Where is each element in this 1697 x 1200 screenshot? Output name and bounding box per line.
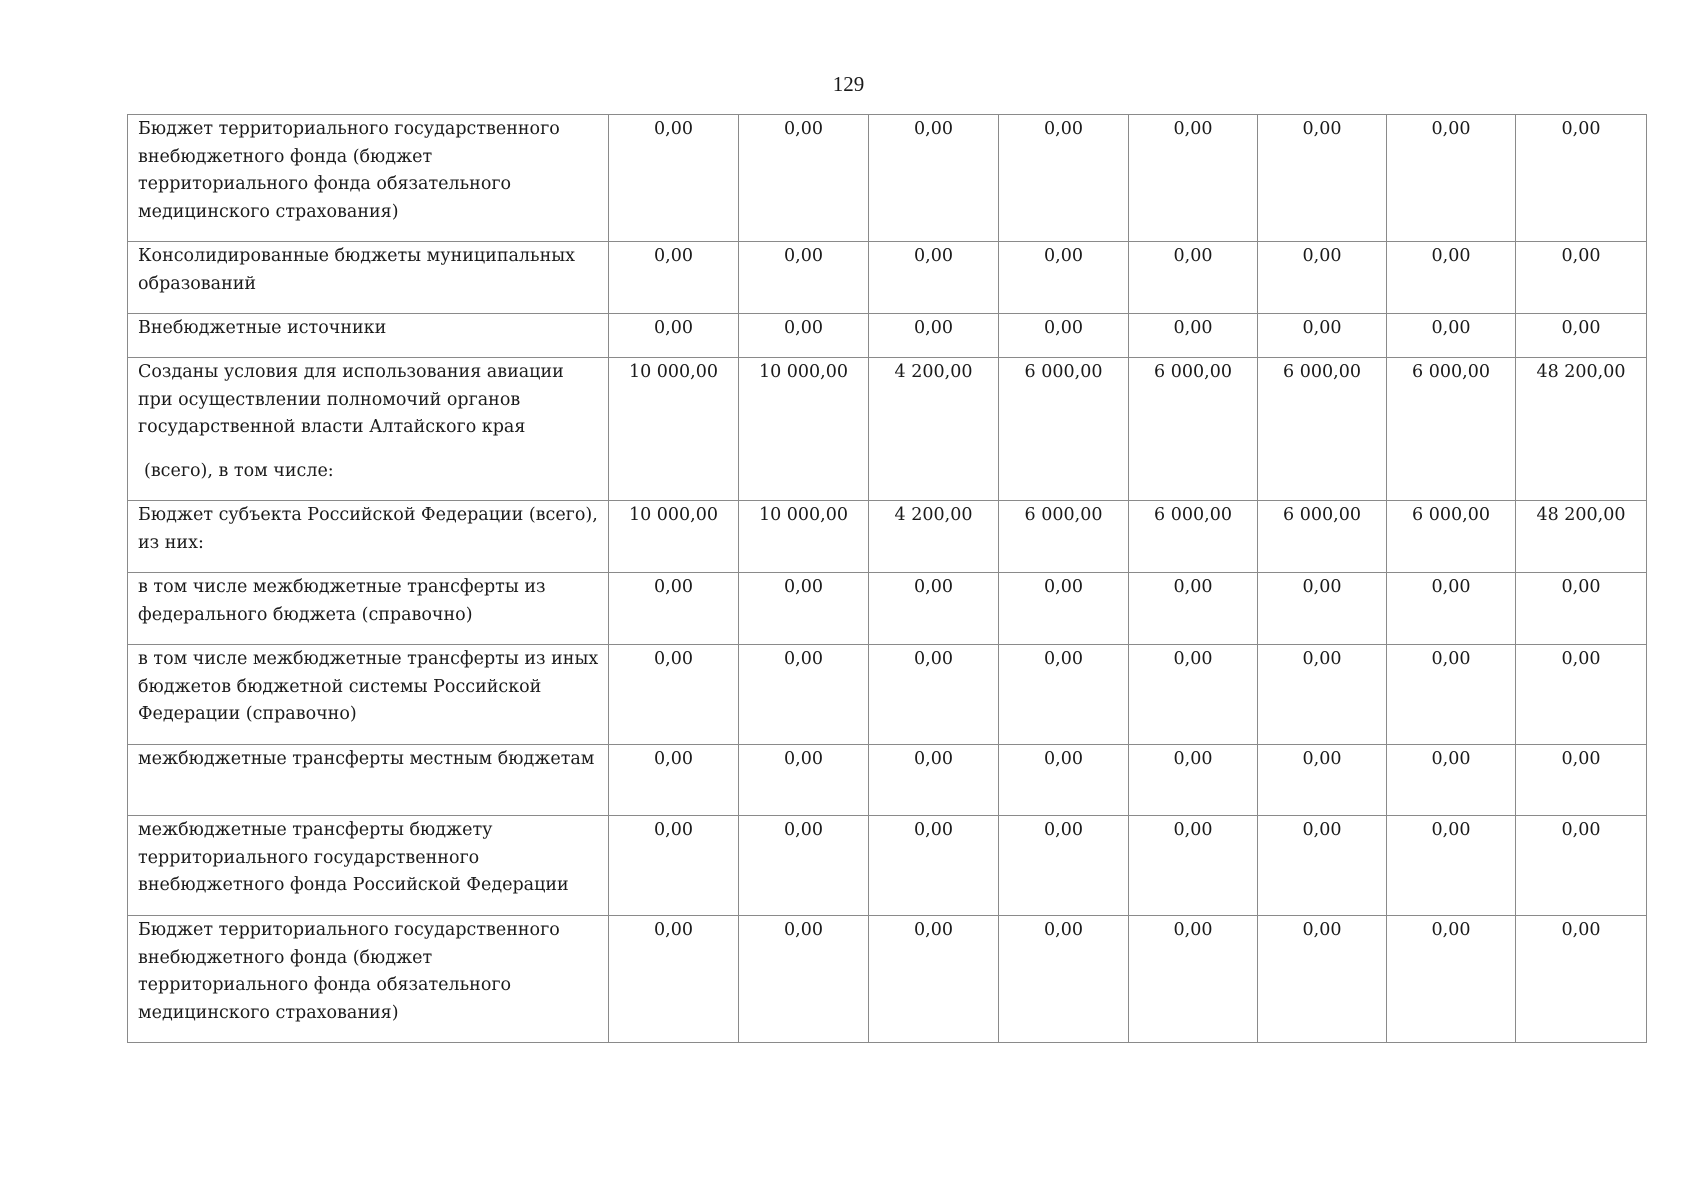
value-cell: 0,00 xyxy=(609,573,739,645)
value-cell: 0,00 xyxy=(1129,242,1258,314)
value-cell: 0,00 xyxy=(869,916,999,1043)
value-cell: 10 000,00 xyxy=(609,501,739,573)
value-cell: 0,00 xyxy=(1516,816,1647,916)
value-cell: 48 200,00 xyxy=(1516,501,1647,573)
value-cell: 0,00 xyxy=(869,115,999,242)
value-cell: 0,00 xyxy=(1129,916,1258,1043)
value-cell: 0,00 xyxy=(869,645,999,745)
value-cell: 0,00 xyxy=(739,115,869,242)
value-cell: 0,00 xyxy=(1129,745,1258,816)
value-cell: 0,00 xyxy=(999,242,1129,314)
value-cell: 0,00 xyxy=(1258,573,1387,645)
value-cell: 0,00 xyxy=(1129,314,1258,358)
value-cell: 0,00 xyxy=(869,242,999,314)
value-cell: 0,00 xyxy=(1129,573,1258,645)
value-cell: 6 000,00 xyxy=(1129,358,1258,501)
table-row xyxy=(128,573,1647,645)
value-cell: 0,00 xyxy=(739,314,869,358)
value-cell: 10 000,00 xyxy=(609,358,739,501)
value-cell: 10 000,00 xyxy=(739,501,869,573)
value-cell: 0,00 xyxy=(1258,242,1387,314)
value-cell: 6 000,00 xyxy=(999,358,1129,501)
table-row xyxy=(128,916,1647,1043)
value-cell: 0,00 xyxy=(609,816,739,916)
table-row xyxy=(128,115,1647,242)
value-cell: 0,00 xyxy=(609,242,739,314)
table-row xyxy=(128,242,1647,314)
row-label: в том числе межбюджетные трансферты из иных бюджетов бюджетной системы Российской Федерации (справочно) xyxy=(128,645,609,745)
value-cell: 0,00 xyxy=(1387,314,1516,358)
value-cell: 0,00 xyxy=(1258,645,1387,745)
value-cell: 0,00 xyxy=(1258,115,1387,242)
row-label: Бюджет территориального государственного внебюджетного фонда (бюджет территориального фонда обязательного медицинского страхования) xyxy=(128,115,609,242)
value-cell: 0,00 xyxy=(1516,745,1647,816)
value-cell: 0,00 xyxy=(869,314,999,358)
value-cell: 6 000,00 xyxy=(1258,501,1387,573)
table-row xyxy=(128,501,1647,573)
value-cell: 0,00 xyxy=(1387,816,1516,916)
value-cell: 0,00 xyxy=(869,573,999,645)
value-cell: 0,00 xyxy=(999,916,1129,1043)
table-row xyxy=(128,745,1647,816)
value-cell: 0,00 xyxy=(1129,816,1258,916)
value-cell: 0,00 xyxy=(609,645,739,745)
value-cell: 6 000,00 xyxy=(999,501,1129,573)
value-cell: 0,00 xyxy=(1516,916,1647,1043)
value-cell: 6 000,00 xyxy=(1387,358,1516,501)
value-cell: 0,00 xyxy=(739,916,869,1043)
row-label: межбюджетные трансферты местным бюджетам xyxy=(128,745,609,816)
row-label: Созданы условия для использования авиации при осуществлении полномочий органов государственной власти Алтайского края (всего), в том числе: xyxy=(128,358,609,501)
table-row xyxy=(128,645,1647,745)
value-cell: 0,00 xyxy=(739,573,869,645)
value-cell: 0,00 xyxy=(999,314,1129,358)
value-cell: 0,00 xyxy=(1516,645,1647,745)
row-label: межбюджетные трансферты бюджету территориального государственного внебюджетного фонда Российской Федерации xyxy=(128,816,609,916)
value-cell: 6 000,00 xyxy=(1129,501,1258,573)
value-cell: 0,00 xyxy=(1129,645,1258,745)
value-cell: 0,00 xyxy=(999,573,1129,645)
row-label: Бюджет территориального государственного внебюджетного фонда (бюджет территориального фонда обязательного медицинского страхования) xyxy=(128,916,609,1043)
value-cell: 6 000,00 xyxy=(1258,358,1387,501)
value-cell: 0,00 xyxy=(1516,573,1647,645)
value-cell: 0,00 xyxy=(609,314,739,358)
value-cell: 0,00 xyxy=(1516,115,1647,242)
value-cell: 0,00 xyxy=(1387,645,1516,745)
value-cell: 0,00 xyxy=(999,745,1129,816)
value-cell: 0,00 xyxy=(1516,314,1647,358)
row-label: Консолидированные бюджеты муниципальных образований xyxy=(128,242,609,314)
value-cell: 4 200,00 xyxy=(869,358,999,501)
row-label: Внебюджетные источники xyxy=(128,314,609,358)
value-cell: 10 000,00 xyxy=(739,358,869,501)
row-label: Бюджет субъекта Российской Федерации (всего), из них: xyxy=(128,501,609,573)
value-cell: 0,00 xyxy=(1258,745,1387,816)
value-cell: 0,00 xyxy=(739,645,869,745)
value-cell: 0,00 xyxy=(1387,242,1516,314)
value-cell: 0,00 xyxy=(1387,745,1516,816)
value-cell: 0,00 xyxy=(999,816,1129,916)
value-cell: 0,00 xyxy=(1258,314,1387,358)
value-cell: 0,00 xyxy=(609,115,739,242)
table-row xyxy=(128,314,1647,358)
value-cell: 0,00 xyxy=(1387,115,1516,242)
value-cell: 0,00 xyxy=(1387,916,1516,1043)
page-number: 129 xyxy=(832,72,865,96)
value-cell: 0,00 xyxy=(1129,115,1258,242)
value-cell: 0,00 xyxy=(1258,816,1387,916)
value-cell: 0,00 xyxy=(1516,242,1647,314)
value-cell: 48 200,00 xyxy=(1516,358,1647,501)
value-cell: 0,00 xyxy=(869,816,999,916)
value-cell: 4 200,00 xyxy=(869,501,999,573)
value-cell: 0,00 xyxy=(869,745,999,816)
value-cell: 0,00 xyxy=(999,645,1129,745)
budget-table xyxy=(127,114,1647,1043)
row-label-extra: (всего), в том числе: xyxy=(144,460,334,481)
value-cell: 0,00 xyxy=(1387,573,1516,645)
value-cell: 0,00 xyxy=(739,745,869,816)
value-cell: 0,00 xyxy=(739,816,869,916)
table-row xyxy=(128,816,1647,916)
value-cell: 0,00 xyxy=(999,115,1129,242)
value-cell: 0,00 xyxy=(1258,916,1387,1043)
value-cell: 6 000,00 xyxy=(1387,501,1516,573)
value-cell: 0,00 xyxy=(609,745,739,816)
value-cell: 0,00 xyxy=(739,242,869,314)
value-cell: 0,00 xyxy=(609,916,739,1043)
table-row xyxy=(128,358,1647,501)
row-label: в том числе межбюджетные трансферты из федерального бюджета (справочно) xyxy=(128,573,609,645)
